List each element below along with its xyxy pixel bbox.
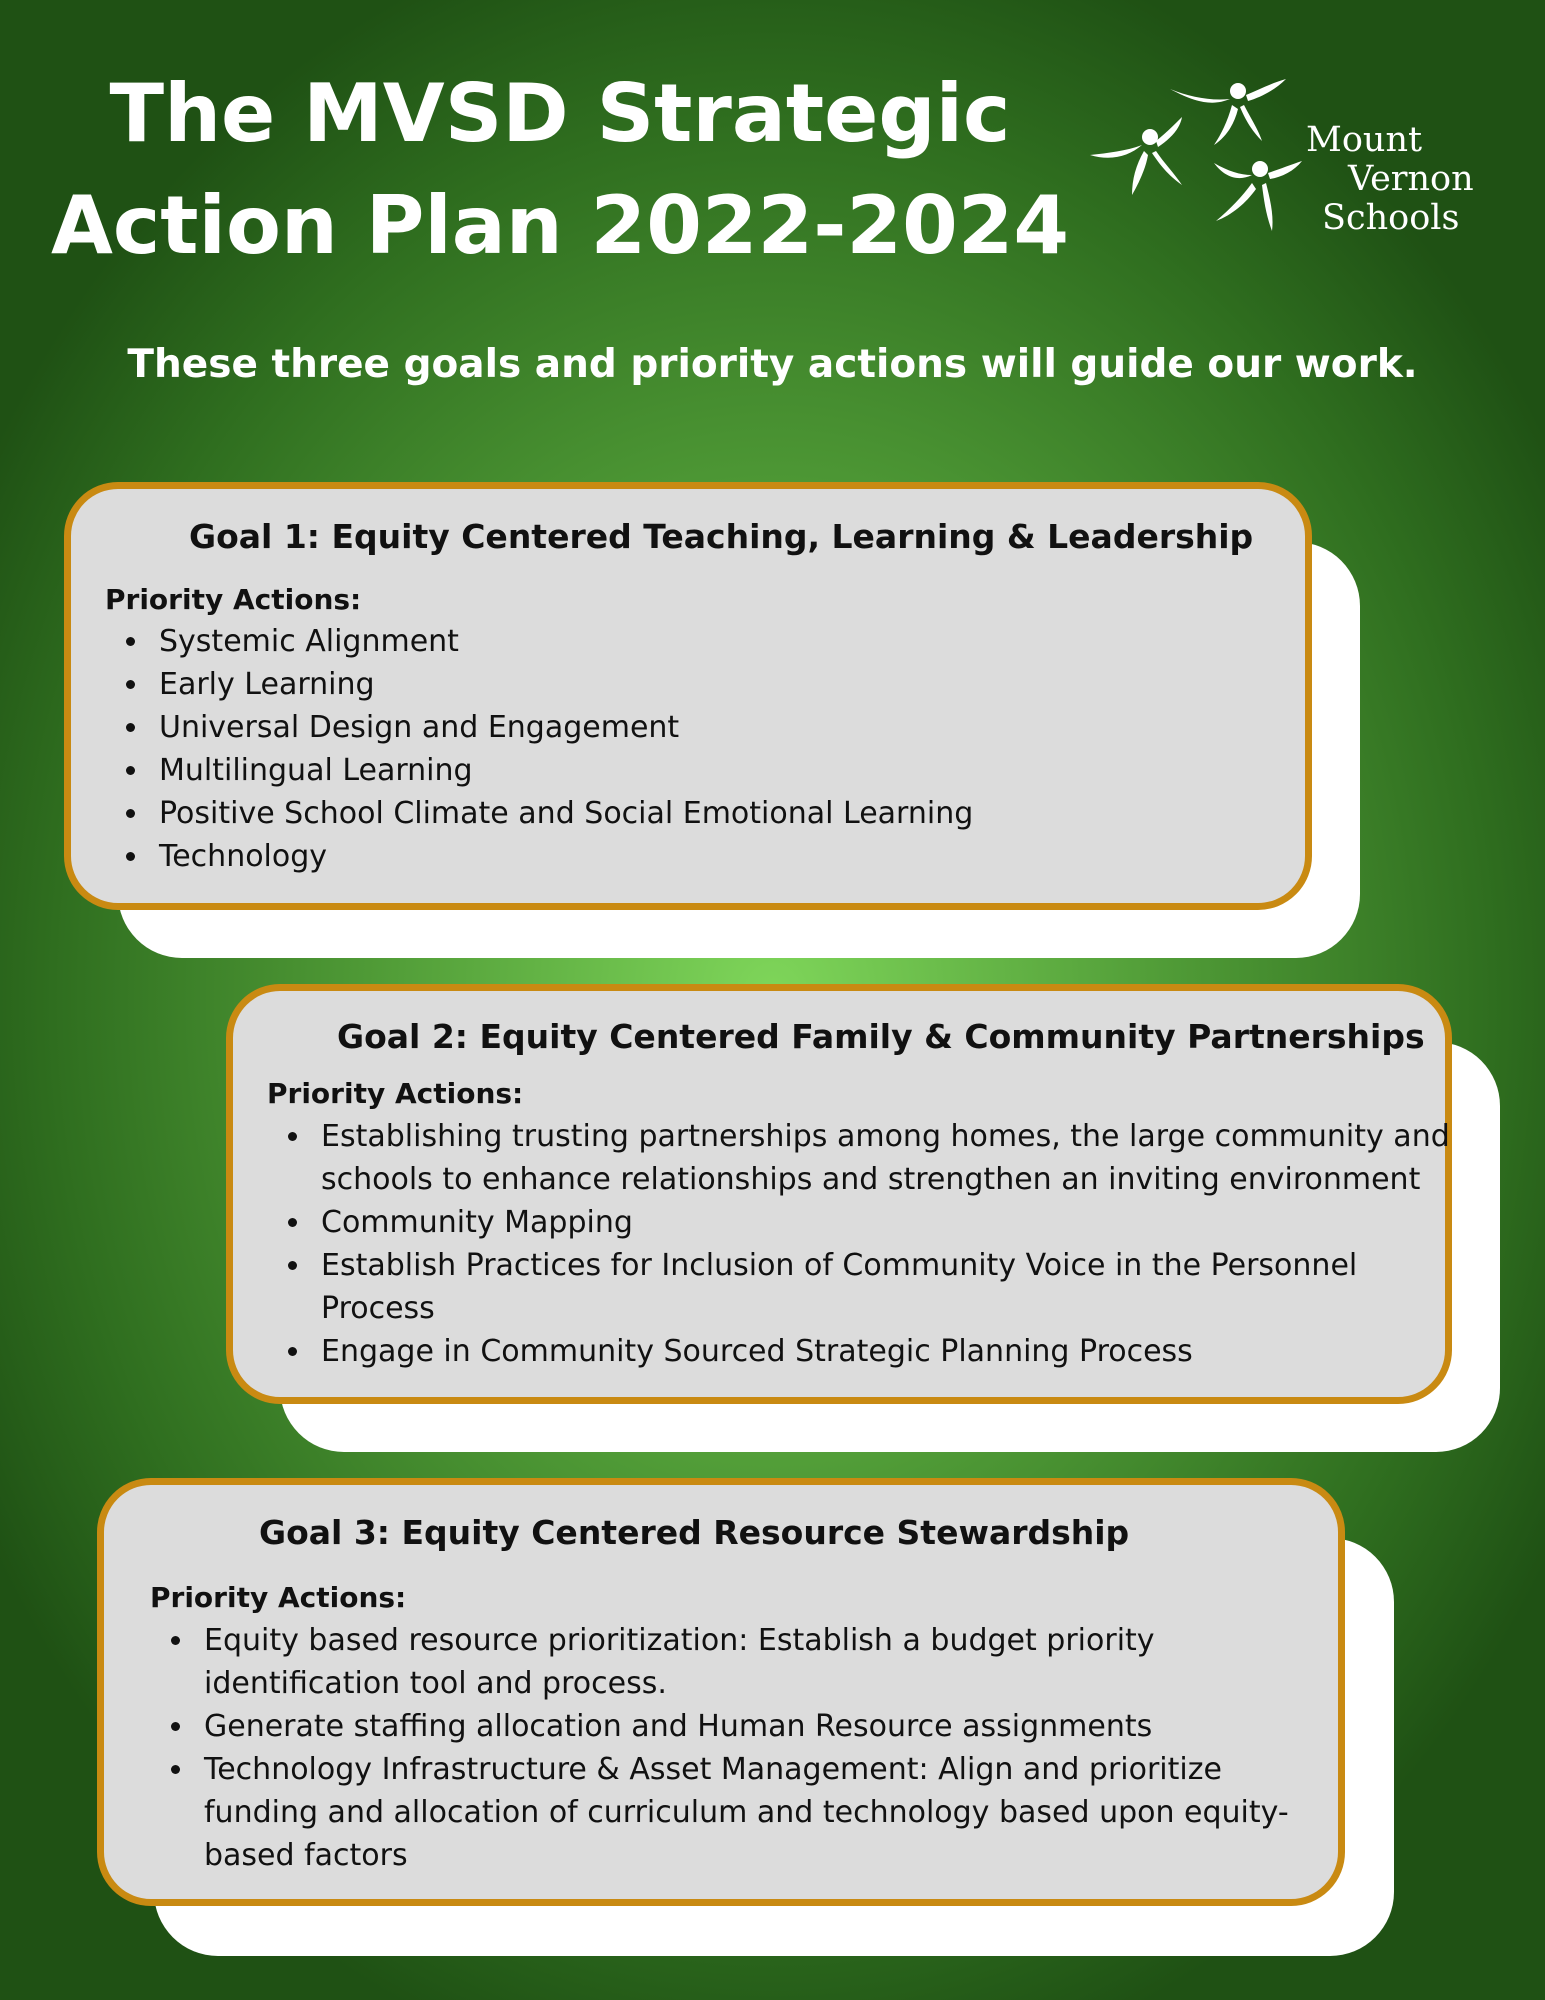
list-item: • Multilingual Learning (151, 749, 1301, 792)
list-item: • Universal Design and Engagement (151, 706, 1301, 749)
goal-1-action-list (107, 620, 1301, 878)
list-item: • Positive School Climate and Social Emotional Learning (151, 792, 1301, 835)
goal-3-title: Goal 3: Equity Centered Resource Stewardship (259, 1513, 1130, 1552)
goal-2-priority-label: Priority Actions: (267, 1077, 524, 1110)
list-item: • Equity based resource prioritization: Establish a budget priority identification tool and process. (196, 1619, 1326, 1705)
goal-3-action-list (152, 1619, 1326, 1877)
goal-2-action-list (269, 1115, 1453, 1373)
three-leaping-figures-icon (1090, 75, 1310, 245)
page-title-line-2: Action Plan 2022-2024 (50, 179, 1070, 272)
goal-2-title: Goal 2: Equity Centered Family & Community Partnerships (337, 1017, 1425, 1056)
goal-3-card (97, 1478, 1345, 1906)
logo-text-schools: Schools (1322, 198, 1460, 238)
list-item: • Establish Practices for Inclusion of Community Voice in the Personnel Process (313, 1244, 1453, 1330)
page-subtitle: These three goals and priority actions will guide our work. (127, 342, 1418, 387)
goal-3-priority-label: Priority Actions: (150, 1581, 407, 1614)
goal-1-title: Goal 1: Equity Centered Teaching, Learning & Leadership (189, 517, 1254, 556)
logo-text-vernon: Vernon (1348, 159, 1474, 199)
list-item: • Engage in Community Sourced Strategic Planning Process (313, 1330, 1453, 1373)
list-item: • Technology Infrastructure & Asset Management: Align and prioritize funding and allocation of curriculum and technology based upon equity-based factors (196, 1748, 1326, 1877)
page-title-line-1: The MVSD Strategic (109, 67, 1011, 160)
list-item: • Early Learning (151, 663, 1301, 706)
list-item: • Technology (151, 835, 1301, 878)
logo-text-mount: Mount (1306, 120, 1423, 160)
list-item: • Community Mapping (313, 1201, 1453, 1244)
list-item: • Systemic Alignment (151, 620, 1301, 663)
goal-1-priority-label: Priority Actions: (105, 583, 362, 616)
mount-vernon-schools-logo (1090, 75, 1520, 255)
page-title (40, 58, 1080, 282)
goal-1-card (64, 482, 1312, 910)
goal-2-card (226, 984, 1452, 1404)
list-item: • Generate staffing allocation and Human Resource assignments (196, 1705, 1326, 1748)
list-item: • Establishing trusting partnerships among homes, the large community and schools to enhance relationships and strengthen an inviting environment (313, 1115, 1453, 1201)
